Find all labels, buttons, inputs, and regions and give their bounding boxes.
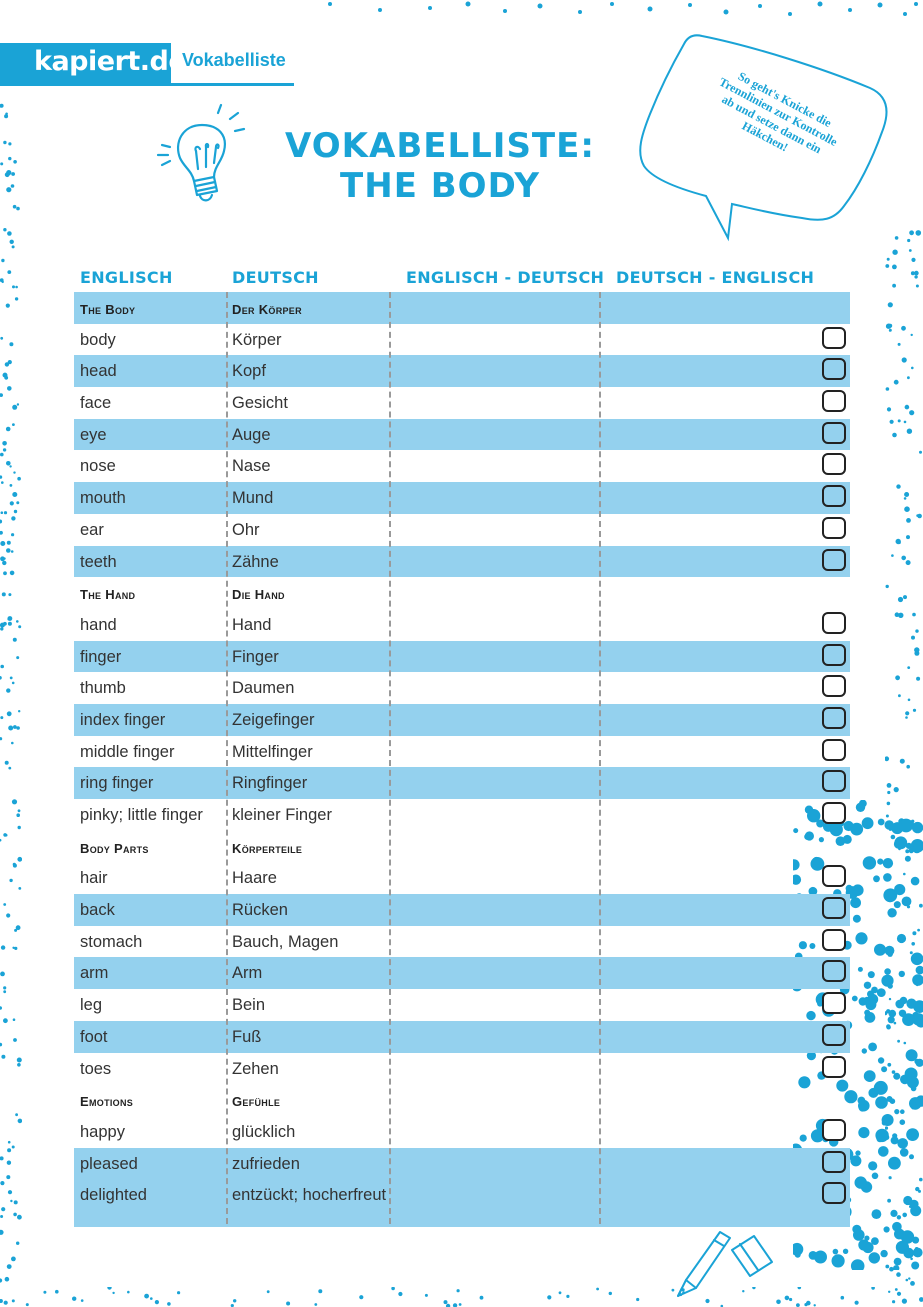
word-deutsch: Zehen	[232, 1059, 279, 1078]
table-row	[74, 704, 850, 736]
column-headers	[0, 268, 923, 292]
checkbox[interactable]	[822, 1151, 846, 1173]
word-english: thumb	[80, 679, 126, 698]
word-english: back	[80, 901, 115, 920]
section-row	[74, 292, 850, 324]
table-row	[74, 1053, 850, 1085]
header-english-deutsch: ENGLISCH - DEUTSCH	[406, 268, 605, 287]
word-english: index finger	[80, 710, 166, 729]
checkbox[interactable]	[822, 960, 846, 982]
header-english: ENGLISCH	[80, 268, 173, 287]
checkbox[interactable]	[822, 929, 846, 951]
word-deutsch: zufrieden	[232, 1154, 300, 1173]
checkbox[interactable]	[822, 1182, 846, 1204]
word-deutsch: Auge	[232, 425, 271, 444]
word-deutsch: kleiner Finger	[232, 806, 332, 824]
word-deutsch: Mund	[232, 489, 274, 508]
section-title-en: The Hand	[80, 587, 136, 603]
title-line-1: VOKABELLISTE:	[285, 126, 595, 166]
section-title-de: Die Hand	[232, 587, 285, 603]
word-deutsch: Ohr	[232, 520, 260, 539]
table-row	[74, 957, 850, 989]
word-english: happy	[80, 1122, 125, 1141]
word-english: teeth	[80, 552, 117, 571]
checkbox[interactable]	[822, 992, 846, 1014]
word-english: ear	[80, 520, 104, 539]
checkbox[interactable]	[822, 549, 846, 571]
fold-line-1	[226, 292, 228, 1224]
word-deutsch: Finger	[232, 647, 279, 666]
word-english: head	[80, 362, 117, 381]
word-english: ring finger	[80, 774, 154, 793]
table-row	[74, 324, 850, 356]
word-english: finger	[80, 647, 122, 666]
word-english: hand	[80, 615, 117, 634]
word-deutsch: Zähne	[232, 552, 279, 571]
word-english: middle finger	[80, 742, 175, 761]
checkbox[interactable]	[822, 644, 846, 666]
word-english: eye	[80, 425, 107, 444]
table-row	[74, 355, 850, 387]
section-title-de: Gefühle	[232, 1094, 281, 1110]
checkbox[interactable]	[822, 865, 846, 887]
word-english: delighted	[80, 1186, 147, 1205]
lightbulb-icon	[150, 103, 250, 208]
checkbox[interactable]	[822, 707, 846, 729]
section-title-en: Body Parts	[80, 840, 149, 856]
word-english: body	[80, 330, 116, 349]
table-row	[74, 450, 850, 482]
checkbox[interactable]	[822, 802, 846, 824]
checkbox[interactable]	[822, 770, 846, 792]
checkbox[interactable]	[822, 358, 846, 380]
table-row	[74, 1179, 850, 1227]
table-row	[74, 387, 850, 419]
checkbox[interactable]	[822, 1024, 846, 1046]
table-row	[74, 419, 850, 451]
table-row	[74, 862, 850, 894]
fold-line-3	[599, 292, 601, 1224]
word-english: mouth	[80, 489, 126, 508]
checkbox[interactable]	[822, 1056, 846, 1078]
word-deutsch: Kopf	[232, 362, 266, 381]
word-english: stomach	[80, 932, 143, 951]
table-row	[74, 767, 850, 799]
brand-text: kapiert.de	[34, 46, 187, 77]
decorative-dots-top	[0, 0, 923, 26]
word-english: toes	[80, 1059, 112, 1078]
table-row	[74, 989, 850, 1021]
vocabulary-table	[74, 292, 850, 1227]
word-deutsch: Mittelfinger	[232, 742, 313, 761]
word-english: foot	[80, 1027, 108, 1046]
word-deutsch: glücklich	[232, 1122, 296, 1141]
word-deutsch: Fuß	[232, 1027, 262, 1046]
table-row	[74, 799, 850, 831]
table-row	[74, 672, 850, 704]
decorative-dots-left	[0, 80, 22, 1307]
word-deutsch: Bein	[232, 996, 266, 1015]
instructions-text: So geht's Knicke die Trennlinien zur Kontrolle ab und setze dann ein Häkchen!	[716, 68, 840, 157]
word-deutsch: Rücken	[232, 901, 288, 920]
table-row	[74, 736, 850, 768]
word-english: pinky; little finger	[80, 806, 203, 824]
brand-logo	[0, 43, 187, 83]
word-deutsch: Arm	[232, 964, 263, 983]
table-row	[74, 894, 850, 926]
checkbox[interactable]	[822, 390, 846, 412]
word-english: leg	[80, 996, 103, 1015]
word-english: hair	[80, 869, 108, 888]
table-row	[74, 546, 850, 578]
word-english: face	[80, 394, 112, 413]
checkbox[interactable]	[822, 327, 846, 349]
word-deutsch: Nase	[232, 457, 271, 476]
word-deutsch: Zeigefinger	[232, 710, 315, 729]
section-title-de: Körperteile	[232, 840, 303, 856]
section-title-de: Der Körper	[232, 302, 302, 317]
checkbox[interactable]	[822, 485, 846, 507]
word-deutsch: Hand	[232, 615, 272, 634]
word-deutsch: Ringfinger	[232, 774, 308, 793]
fold-line-2	[389, 292, 391, 1224]
header-underline	[0, 83, 294, 86]
table-row	[74, 1116, 850, 1148]
document-label: Vokabelliste	[182, 50, 286, 70]
checkbox[interactable]	[822, 675, 846, 697]
section-row	[74, 831, 850, 863]
word-english: arm	[80, 964, 109, 983]
table-row	[74, 1148, 850, 1180]
word-deutsch: Körper	[232, 330, 282, 349]
section-row	[74, 1084, 850, 1116]
checkbox[interactable]	[822, 453, 846, 475]
checkbox[interactable]	[822, 422, 846, 444]
word-deutsch: Bauch, Magen	[232, 932, 339, 951]
table-row	[74, 514, 850, 546]
section-title-en: The Body	[80, 302, 136, 317]
word-deutsch: Gesicht	[232, 394, 288, 413]
title-line-2: THE BODY	[340, 166, 540, 206]
word-english: nose	[80, 457, 116, 476]
section-title-en: Emotions	[80, 1094, 134, 1110]
checkbox[interactable]	[822, 739, 846, 761]
checkbox[interactable]	[822, 517, 846, 539]
word-deutsch: Haare	[232, 869, 277, 888]
word-deutsch: entzückt; hocherfreut	[232, 1186, 387, 1205]
header-deutsch-english: DEUTSCH - ENGLISCH	[616, 268, 815, 287]
pencil-eraser-icon	[668, 1222, 788, 1302]
word-english: pleased	[80, 1154, 138, 1173]
checkbox[interactable]	[822, 1119, 846, 1141]
table-row	[74, 926, 850, 958]
checkbox[interactable]	[822, 897, 846, 919]
section-row	[74, 577, 850, 609]
table-row	[74, 641, 850, 673]
checkbox[interactable]	[822, 612, 846, 634]
table-row	[74, 482, 850, 514]
page-title	[260, 126, 620, 206]
word-deutsch: Daumen	[232, 679, 295, 698]
table-row	[74, 1021, 850, 1053]
header-deutsch: DEUTSCH	[232, 268, 319, 287]
table-row	[74, 609, 850, 641]
